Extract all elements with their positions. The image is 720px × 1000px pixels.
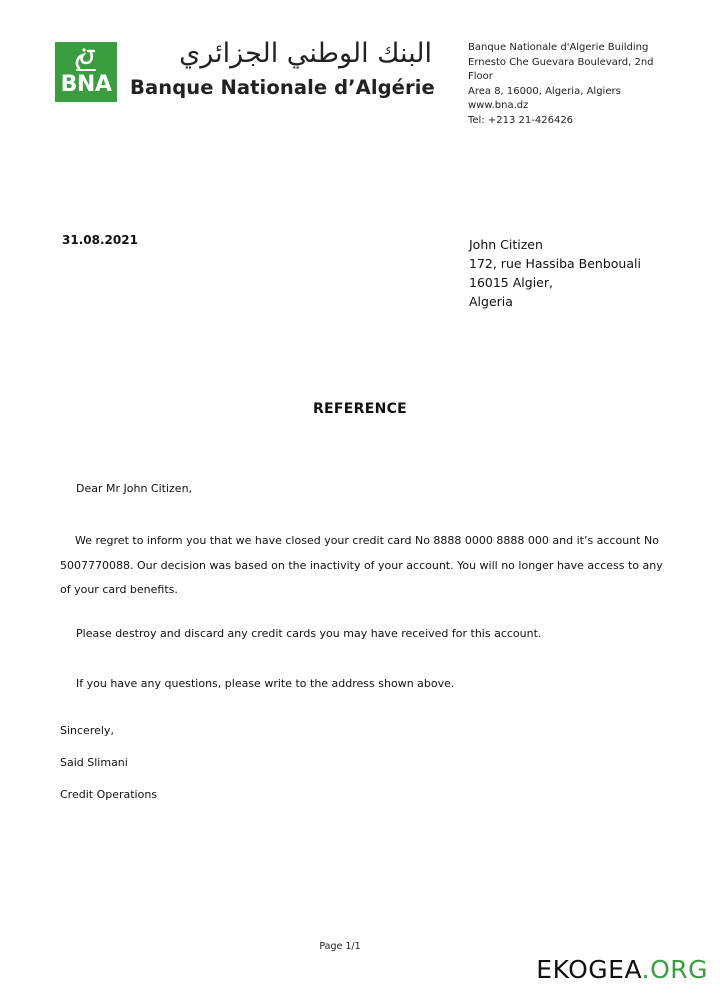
bank-name-arabic: البنك الوطني الجزائري bbox=[179, 38, 432, 69]
bna-logo-letters: BNA bbox=[60, 72, 112, 97]
watermark-name: EKOGEA bbox=[536, 955, 642, 984]
page-number: Page 1/1 bbox=[319, 941, 361, 952]
bna-emblem-icon bbox=[55, 46, 117, 74]
signer-name: Said Slimani bbox=[60, 756, 128, 769]
letter-salutation: Dear Mr John Citizen, bbox=[76, 482, 193, 495]
bank-name-french: Banque Nationale d’Algérie bbox=[130, 76, 435, 99]
recipient-country: Algeria bbox=[469, 294, 513, 309]
signer-department: Credit Operations bbox=[60, 788, 158, 801]
bank-address-line: Banque Nationale d'Algerie Building bbox=[468, 42, 649, 53]
bna-logo bbox=[55, 42, 117, 102]
letter-heading: REFERENCE bbox=[312, 401, 408, 417]
letter-paragraph: We regret to inform you that we have closed your credit card No 8888 0000 8888 000 and it’s account No 5007770088. Our decision was based on the inactivity of your account. You will no longer have access to any of your card benefits. bbox=[60, 534, 663, 596]
watermark bbox=[536, 955, 708, 984]
recipient-city: 16015 Algier, bbox=[469, 275, 553, 290]
bank-address-line: Ernesto Che Guevara Boulevard, 2nd bbox=[468, 56, 654, 68]
bank-address-block bbox=[468, 41, 668, 129]
recipient-address-block bbox=[469, 235, 641, 311]
recipient-name: John Citizen bbox=[469, 237, 543, 252]
watermark-tld: .ORG bbox=[641, 955, 708, 984]
bank-website: www.bna.dz bbox=[468, 100, 529, 112]
recipient-street: 172, rue Hassiba Benbouali bbox=[469, 256, 641, 271]
letter-paragraph: If you have any questions, please write to the address shown above. bbox=[76, 677, 455, 690]
letter-paragraph: Please destroy and discard any credit cards you may have received for this account. bbox=[76, 627, 542, 640]
letter-date: 31.08.2021 bbox=[62, 233, 138, 247]
bank-address-line: Floor bbox=[468, 71, 493, 83]
bank-phone: Tel: +213 21-426426 bbox=[468, 114, 574, 126]
bank-address-line: Area 8, 16000, Algeria, Algiers bbox=[468, 85, 621, 97]
letter-closing: Sincerely, bbox=[60, 724, 114, 737]
